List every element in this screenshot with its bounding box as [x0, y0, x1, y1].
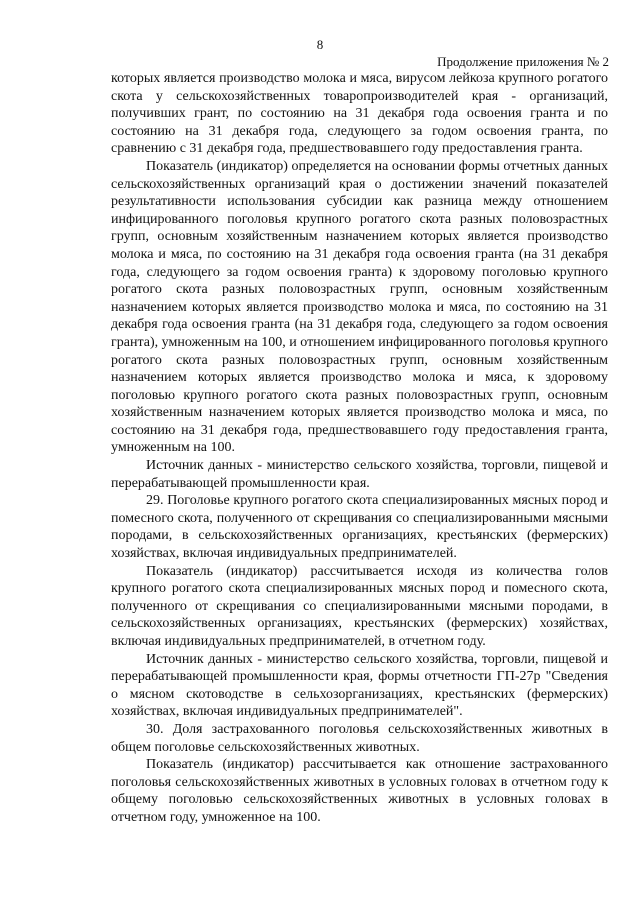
paragraph-item-29: 29. Поголовье крупного рогатого скота специализированных мясных пород и помесного скота, полученного от скрещивания со специализированными мясными породами, в сельскохозяйственных организациях, крестьянских (фермерских) хозяйствах, включая индивидуальных предпринимателей. [111, 493, 608, 562]
paragraph-item-29-calculation: Показатель (индикатор) рассчитывается исходя из количества голов крупного рогатого скота специализированных мясных пород и помесного скота, полученного от скрещивания со специализированными мясными породами, в сельскохозяйственных организациях, крестьянских (фермерских) хозяйствах, включая индивидуальных предпринимателей, в отчетном году. [111, 563, 608, 649]
paragraph-indicator-definition: Показатель (индикатор) определяется на основании формы отчетных данных сельскохозяйственных организаций края о достижении значений показателей результативности использования субсидии как разница между отношением инфицированного поголовья крупного рогатого скота разных половозрастных групп, основным хозяйственным назначением которых является производство молока и мяса, по состоянию на 31 декабря года освоения гранта (на 31 декабря года, следующего за годом освоения гранта) к здоровому поголовью крупного рогатого скота разных половозрастных групп, основным хозяйственным назначением которых является производство молока и мяса, по состоянию на 31 декабря года освоения гранта (на 31 декабря года, следующего за годом освоения гранта), умноженным на 100, и отношением инфицированного поголовья крупного рогатого скота разных половозрастных групп, основным хозяйственным назначением которых является производство молока и мяса, к здоровому поголовью крупного рогатого скота разных половозрастных групп, основным хозяйственным назначением которых является производство молока и мяса, по состоянию на 31 декабря года, предшествовавшего году предоставления гранта, умноженным на 100. [111, 158, 608, 456]
paragraph-data-source: Источник данных - министерство сельского хозяйства, торговли, пищевой и перерабатывающей промышленности края. [111, 458, 608, 491]
appendix-continuation-note: Продолжение приложения № 2 [437, 54, 609, 69]
document-body [111, 70, 608, 827]
paragraph-continuation: которых является производство молока и мяса, вирусом лейкоза крупного рогатого скота у сельскохозяйственных товаропроизводителей края - организаций, получивших грант, по состоянию на 31 декабря года освоения гранта и по состоянию на 31 декабря года, следующего за годом освоения гранта, по сравнению с 31 декабря года, предшествовавшего году предоставления гранта. [111, 71, 608, 157]
paragraph-item-29-data-source: Источник данных - министерство сельского хозяйства, торговли, пищевой и перерабатывающей промышленности края, формы отчетности ГП-27р "Сведения о мясном скотоводстве в сельхозорганизациях, крестьянских (фермерских) хозяйствах, включая индивидуальных предпринимателей". [111, 651, 608, 720]
paragraph-item-30: 30. Доля застрахованного поголовья сельскохозяйственных животных в общем поголовье сельскохозяйственных животных. [111, 721, 608, 755]
paragraph-item-30-calculation: Показатель (индикатор) рассчитывается как отношение застрахованного поголовья сельскохозяйственных животных в условных головах в отчетном году к общему поголовью сельскохозяйственных животных в условных головах в отчетном году, умноженное на 100. [111, 757, 608, 825]
page-number: 8 [316, 37, 324, 52]
